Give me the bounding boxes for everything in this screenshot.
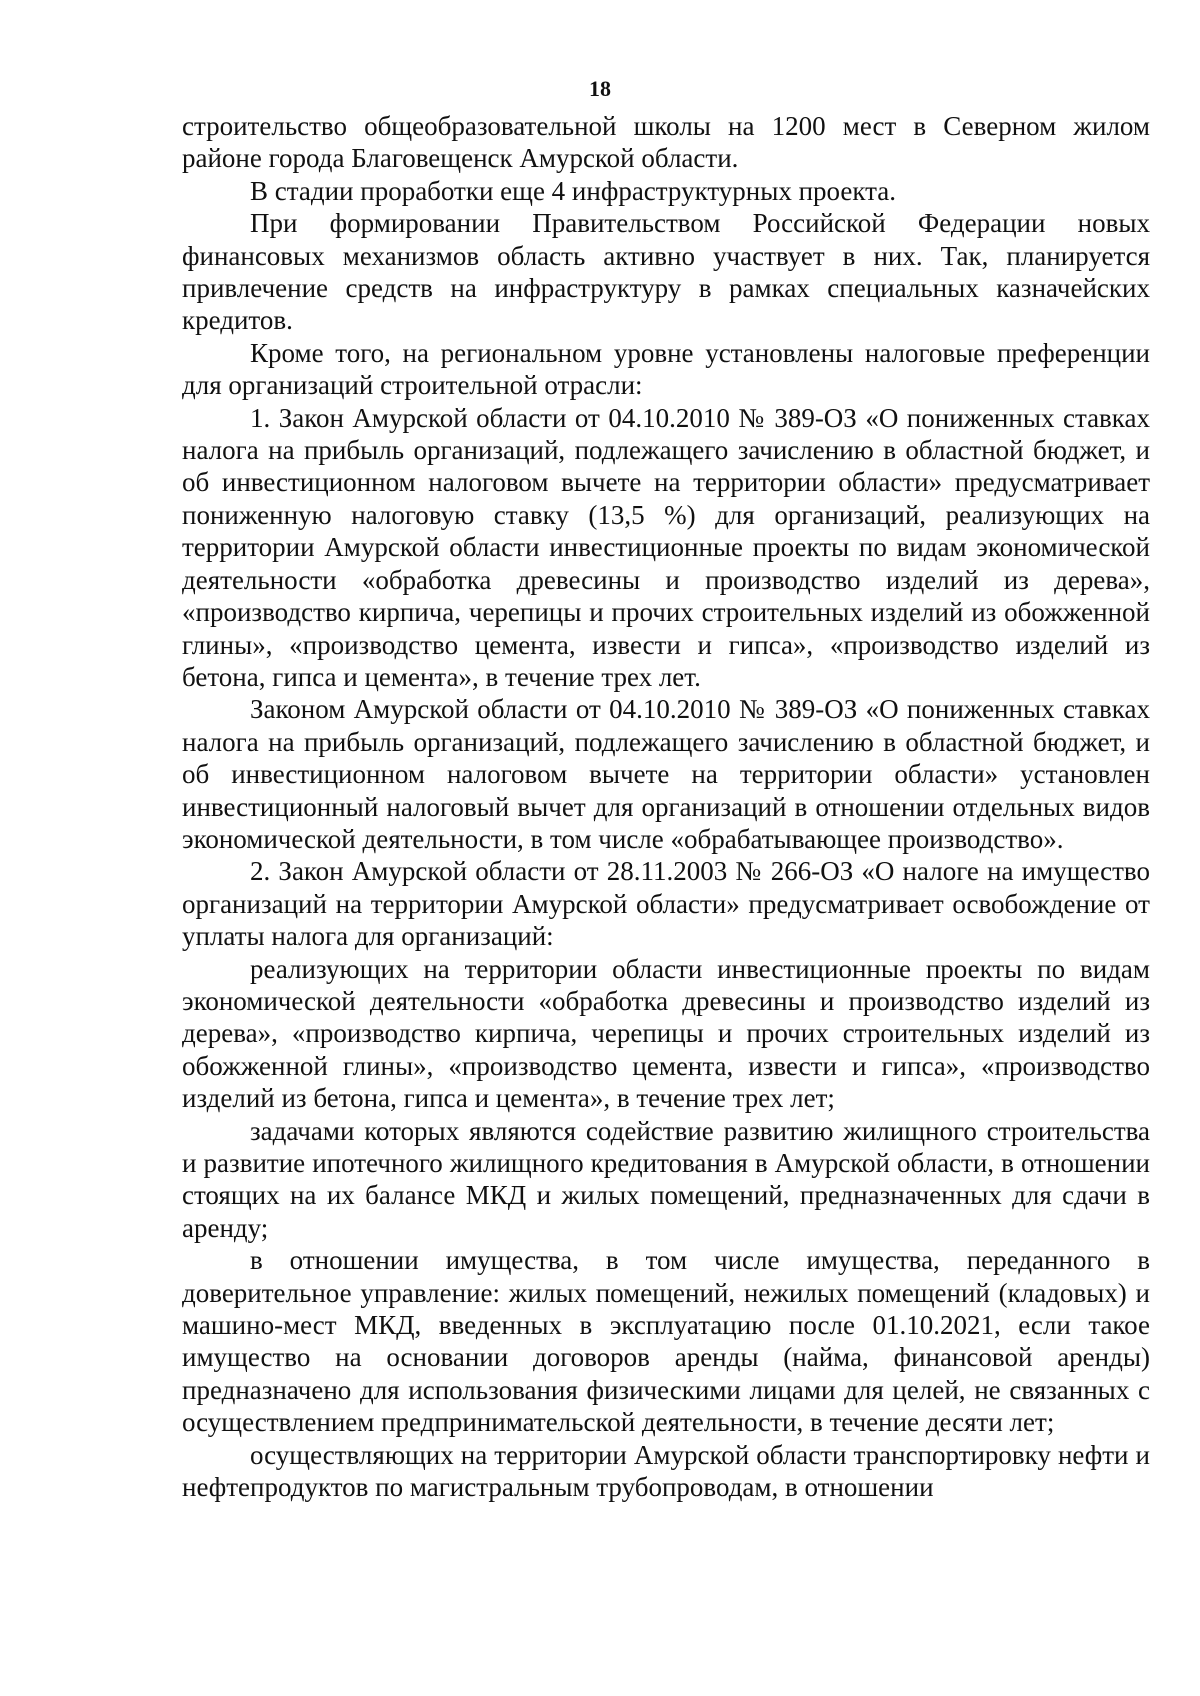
paragraph: В стадии проработки еще 4 инфраструктурных проекта. [250,175,896,206]
paragraph: Законом Амурской области от 04.10.2010 № 389-ОЗ «О пониженных ставках налога на прибыль организаций, подлежащего зачислению в областной бюджет, и об инвестиционном налоговом вычете на территории области» установлен инвестиционный налоговый вычет для организаций в отношении отдельных видов экономической деятельности, в том числе «обрабатывающее производство». [182,694,1150,854]
paragraph: 1. Закон Амурской области от 04.10.2010 № 389-ОЗ «О пониженных ставках налога на прибыль организаций, подлежащего зачислению в областной бюджет, и об инвестиционном налоговом вычете на территории области» предусматривает пониженную налоговую ставку (13,5 %) для организаций, реализующих на территории Амурской области инвестиционные проекты по видам экономической деятельности «обработка древесины и производство изделий из дерева», «производство кирпича, черепицы и прочих строительных изделий из обожженной глины», «производство цемента, извести и гипса», «производство изделий из бетона, гипса и цемента», в течение трех лет. [182,402,1150,692]
paragraph: в отношении имущества, в том числе имущества, переданного в доверительное управление: жилых помещений, нежилых помещений (кладовых) и машино-мест МКД, введенных в эксплуатацию после 01.10.2021, если такое имущество на основании договоров аренды (найма, финансовой аренды) предназначено для использования физическими лицами для целей, не связанных с осуществлением предпринимательской деятельности, в течение десяти лет; [182,1245,1150,1438]
paragraph: задачами которых являются содействие развитию жилищного строительства и развитие ипотечного жилищного кредитования в Амурской области, в отношении стоящих на их балансе МКД и жилых помещений, предназначенных для сдачи в аренду; [182,1115,1150,1243]
paragraph: При формировании Правительством Российской Федерации новых финансовых механизмов область активно участвует в них. Так, планируется привлечение средств на инфраструктуру в рамках специальных казначейских кредитов. [182,208,1150,336]
paragraph: осуществляющих на территории Амурской области транспортировку нефти и нефтепродуктов по магистральным трубопроводам, в отношении [182,1439,1150,1503]
page-number: 18 [589,76,611,101]
paragraph: Кроме того, на региональном уровне установлены налоговые преференции для организаций строительной отрасли: [182,337,1150,401]
document-body [182,110,1150,1503]
paragraph: строительство общеобразовательной школы на 1200 мест в Северном жилом районе города Благовещенск Амурской области. [182,111,1150,174]
paragraph: 2. Закон Амурской области от 28.11.2003 № 266-ОЗ «О налоге на имущество организаций на территории Амурской области» предусматривает освобождение от уплаты налога для организаций: [182,856,1150,952]
paragraph: реализующих на территории области инвестиционные проекты по видам экономической деятельности «обработка древесины и производство изделий из дерева», «производство кирпича, черепицы и прочих строительных изделий из обожженной глины», «производство цемента, извести и гипса», «производство изделий из бетона, гипса и цемента», в течение трех лет; [182,953,1150,1114]
